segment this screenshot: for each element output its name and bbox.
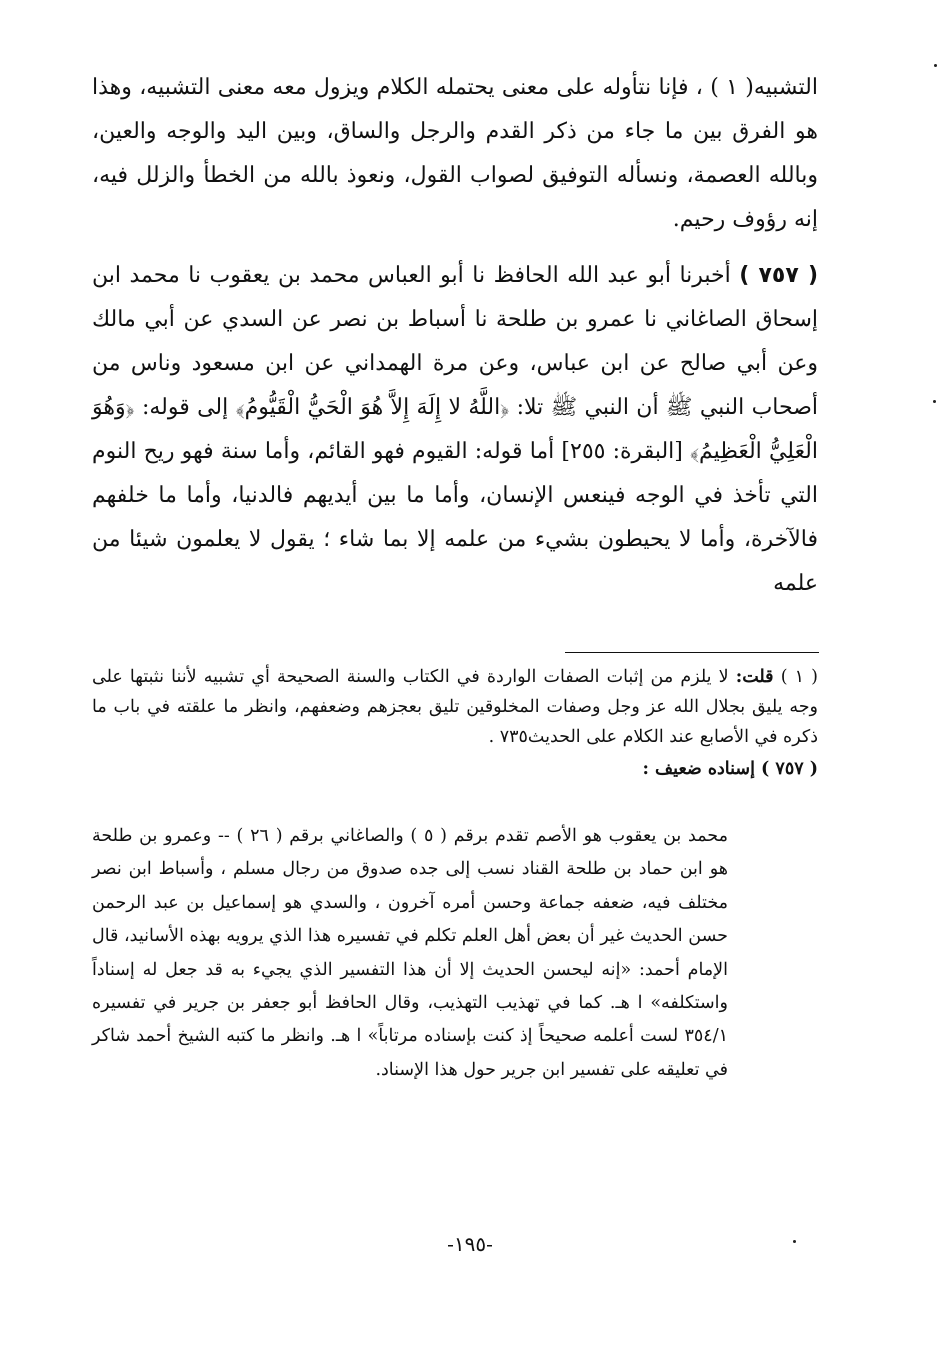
isnad-commentary	[92, 820, 728, 1087]
page-number: -١٩٥-	[447, 1232, 493, 1256]
main-text	[92, 66, 818, 606]
scan-speck	[793, 1240, 796, 1243]
hadith-paragraph	[92, 254, 818, 606]
paragraph-closing: التشبيه( ١ ) ، فإنا نتأوله على معنى يحتمله الكلام ويزول معه معنى التشبيه، وهذا هو الفرق بين ما جاء من ذكر القدم والرجل والساق، وبين اليد والوجه والعين، وبالله العصمة، ونسأله التوفيق لصواب القول، ونعوذ بالله من الخطأ والزلل فيه، إنه رؤوف رحيم.	[92, 75, 818, 232]
footnote-1	[92, 662, 818, 752]
footnote-1-marker: ( ١ )	[780, 667, 818, 687]
footnotes	[92, 662, 818, 784]
hadith-text: أخبرنا أبو عبد الله الحافظ نا أبو العباس محمد بن يعقوب نا محمد ابن إسحاق الصاغاني نا عمرو بن طلحة نا أسباط بن نصر عن السدي عن أبي مالك وعن أبي صالح عن ابن عباس، وعن مرة الهمداني عن ابن مسعود وناس من أصحاب النبي ﷺ أن النبي ﷺ تلا: ﴿اللَّهُ لا إِلَهَ إِلاَّ هُوَ الْحَيُّ الْقَيُّومُ﴾ إلى قوله: ﴿وَهُوَ الْعَلِيُّ الْعَظِيمُ﴾ [البقرة: ٢٥٥] أما قوله: القيوم فهو القائم، وأما سنة فهو ريح النوم التي تأخذ في الوجه فينعس الإنسان، وأما ما بين أيديهم فالدنيا، وأما ما خلفهم فالآخرة، وأما لا يحيطون بشيء من علمه إلا بما شاء ؛ يقول لا يعلمون شيئا من علمه	[92, 263, 819, 596]
footnote-1-text: لا يلزم من إثبات الصفات الواردة في الكتاب والسنة الصحيحة أي تشبيه لأننا نثبتها على وجه يليق بجلال الله عز وجل وصفات المخلوقين تليق بعجزهم وضعفهم، وانظر ما علقته في باب ما ذكره في الأصابع عند الكلام على الحديث٧٣٥ .	[92, 667, 818, 747]
footnote-1-label: قلت:	[735, 667, 774, 687]
footnote-separator	[565, 652, 819, 653]
commentary-text: محمد بن يعقوب هو الأصم تقدم برقم ( ٥ ) والصاغاني برقم ( ٢٦ ) -- وعمرو بن طلحة هو ابن حماد بن طلحة القناد نسب إلى جده صدوق من رجال مسلم ، وأسباط ابن نصر مختلف فيه، ضعفه جماعة وحسن أمره آخرون ، والسدي هو إسماعيل بن عبد الرحمن حسن الحديث غير أن بعض أهل العلم تكلم في تفسيره هذا الذي يرويه بهذه الأسانيد، قال الإمام أحمد: «إنه ليحسن الحديث إلا أن هذا التفسير الذي يجيء به قد جعل له إسناداً واستكلفه» ا هـ. كما في تهذيب التهذيب، وقال الحافظ أبو جعفر بن جرير في تفسيره ٣٥٤/١ لست أعلمه صحيحاً إذ كنت بإسناده مرتاباً» ا هـ. وانظر ما كتبه الشيخ أحمد شاكر في تعليقه على تفسير ابن جرير حول هذا الإسناد.	[92, 826, 728, 1080]
scan-speck	[934, 64, 937, 67]
hadith-number: ( ٧٥٧ )	[739, 263, 819, 288]
isnad-heading: ( ٧٥٧ ) إسناده ضعيف :	[642, 759, 818, 779]
scan-speck	[933, 400, 936, 403]
